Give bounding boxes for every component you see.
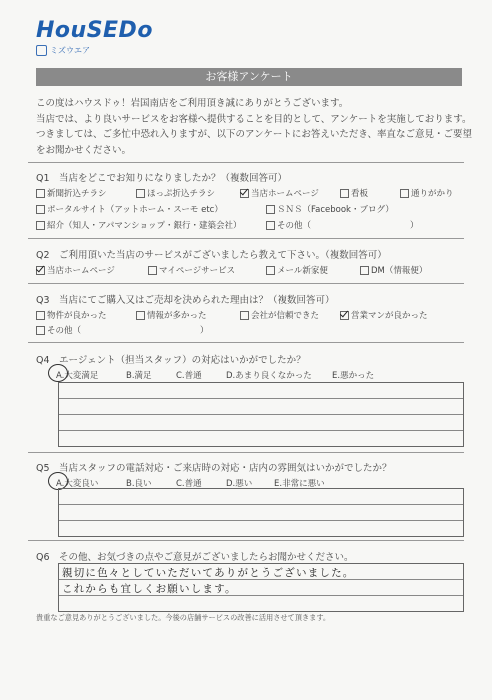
q1-other-close: ）: [410, 221, 419, 231]
checkbox[interactable]: [340, 311, 349, 320]
q4-label: Q4 エージェント（担当スタッフ）の対応はいかがでしたか？: [36, 355, 306, 366]
checkbox[interactable]: [266, 205, 275, 214]
intro-line: をお聞かせください。: [36, 144, 132, 156]
checkbox[interactable]: [360, 266, 369, 275]
q4-comment-box[interactable]: [58, 382, 464, 447]
intro-line: つきましては、ご多忙中恐れ入りますが、以下のアンケートにお答えいただき、率直なご意見・ご要望: [36, 129, 473, 140]
checkbox[interactable]: [400, 189, 409, 198]
q1-label: Q1 当店をどこでお知りになりましたか？（複数回答可）: [36, 173, 288, 184]
checkbox[interactable]: [136, 311, 145, 320]
divider: [28, 342, 464, 343]
intro-text: [36, 96, 473, 158]
checkbox[interactable]: [240, 189, 249, 198]
checkbox[interactable]: [340, 189, 349, 198]
checkbox[interactable]: [36, 311, 45, 320]
intro-line: この度はハウスドゥ！岩国南店をご利用頂き誠にありがとうございます。: [36, 98, 349, 109]
footer-note: 貴重なご意見ありがとうございました。今後の店舗サービスの改善に活用させて頂きます。: [36, 613, 331, 622]
q4-selected-circle: [48, 364, 68, 382]
q1-option[interactable]: ポータルサイト（アットホーム・スーモ etc）: [36, 203, 223, 215]
q1-option[interactable]: 当店ホームページ: [240, 187, 319, 199]
q5-option[interactable]: E.非常に悪い: [274, 479, 325, 489]
q1-option-other[interactable]: その他（: [266, 219, 311, 231]
divider: [28, 540, 464, 541]
survey-title: お客様アンケート: [36, 68, 462, 86]
checkbox[interactable]: [136, 189, 145, 198]
checkbox[interactable]: [266, 221, 275, 230]
q4-option[interactable]: A.大変満足: [56, 371, 99, 381]
intro-line: 当店では、より良いサービスをお客様へ提供することを目的として、アンケートを実施しております。: [36, 113, 472, 125]
divider: [28, 162, 464, 163]
q4-option[interactable]: C.普通: [176, 371, 202, 381]
q5-option[interactable]: B.良い: [126, 479, 152, 489]
q4-option[interactable]: D.あまり良くなかった: [226, 371, 312, 381]
q3-option[interactable]: 情報が多かった: [136, 309, 207, 321]
brand-logo: [36, 18, 153, 56]
q3-option[interactable]: 会社が信頼できた: [240, 309, 319, 321]
q1-option[interactable]: 紹介（知人・アパマンショップ・銀行・建築会社）: [36, 219, 241, 231]
q6-handwritten-answer: これからも宜しくお願いします。: [62, 583, 237, 595]
q5-option[interactable]: D.悪い: [226, 479, 253, 489]
logo-mark-icon: [36, 45, 47, 56]
divider: [28, 238, 464, 239]
q6-label: Q6 その他、お気づきの点やご意見がございましたらお聞かせください。: [36, 552, 354, 563]
q2-label: Q2 ご利用頂いた当店のサービスがございましたら教えて下さい。（複数回答可）: [36, 250, 387, 261]
checkbox[interactable]: [240, 311, 249, 320]
q5-option[interactable]: C.普通: [176, 479, 202, 489]
q1-option[interactable]: 看板: [340, 187, 368, 199]
checkbox[interactable]: [36, 205, 45, 214]
q2-option[interactable]: マイページサービス: [148, 264, 235, 276]
q5-label: Q5 当店スタッフの電話対応・ご来店時の対応・店内の雰囲気はいかがでしたか？: [36, 463, 392, 474]
checkbox[interactable]: [36, 189, 45, 198]
q1-option[interactable]: 通りがかり: [400, 187, 454, 199]
q2-option[interactable]: 当店ホームページ: [36, 264, 115, 276]
divider: [28, 452, 464, 453]
divider: [28, 283, 464, 284]
checkbox[interactable]: [148, 266, 157, 275]
q4-option[interactable]: E.悪かった: [332, 371, 375, 381]
q2-option[interactable]: DM（情報便）: [360, 264, 427, 276]
q3-option[interactable]: 物件が良かった: [36, 309, 107, 321]
q3-option-other[interactable]: その他（: [36, 324, 81, 336]
checkbox[interactable]: [266, 266, 275, 275]
q1-option[interactable]: ほっぷ折込チラシ: [136, 187, 215, 199]
logo-subtitle: [36, 45, 153, 56]
q4-option[interactable]: B.満足: [126, 371, 152, 381]
checkbox[interactable]: [36, 221, 45, 230]
q5-comment-box[interactable]: [58, 488, 464, 537]
q6-handwritten-answer: 親切に色々としていただいてありがとうございました。: [62, 567, 355, 579]
q3-other-close: ）: [200, 326, 209, 336]
q3-label: Q3 当店にてご購入又はご売却を決められた理由は？（複数回答可）: [36, 295, 335, 306]
q5-option[interactable]: A.大変良い: [56, 479, 99, 489]
logo-wordmark: HouSEDo: [36, 18, 153, 43]
q1-option[interactable]: 新聞折込チラシ: [36, 187, 107, 199]
logo-subtitle-text: ミズウエア: [50, 46, 90, 55]
q1-option[interactable]: ＳＮＳ（Facebook・ブログ）: [266, 203, 394, 215]
q3-option[interactable]: 営業マンが良かった: [340, 309, 428, 321]
q2-option[interactable]: メール新家便: [266, 264, 328, 276]
checkbox[interactable]: [36, 266, 45, 275]
checkbox[interactable]: [36, 326, 45, 335]
